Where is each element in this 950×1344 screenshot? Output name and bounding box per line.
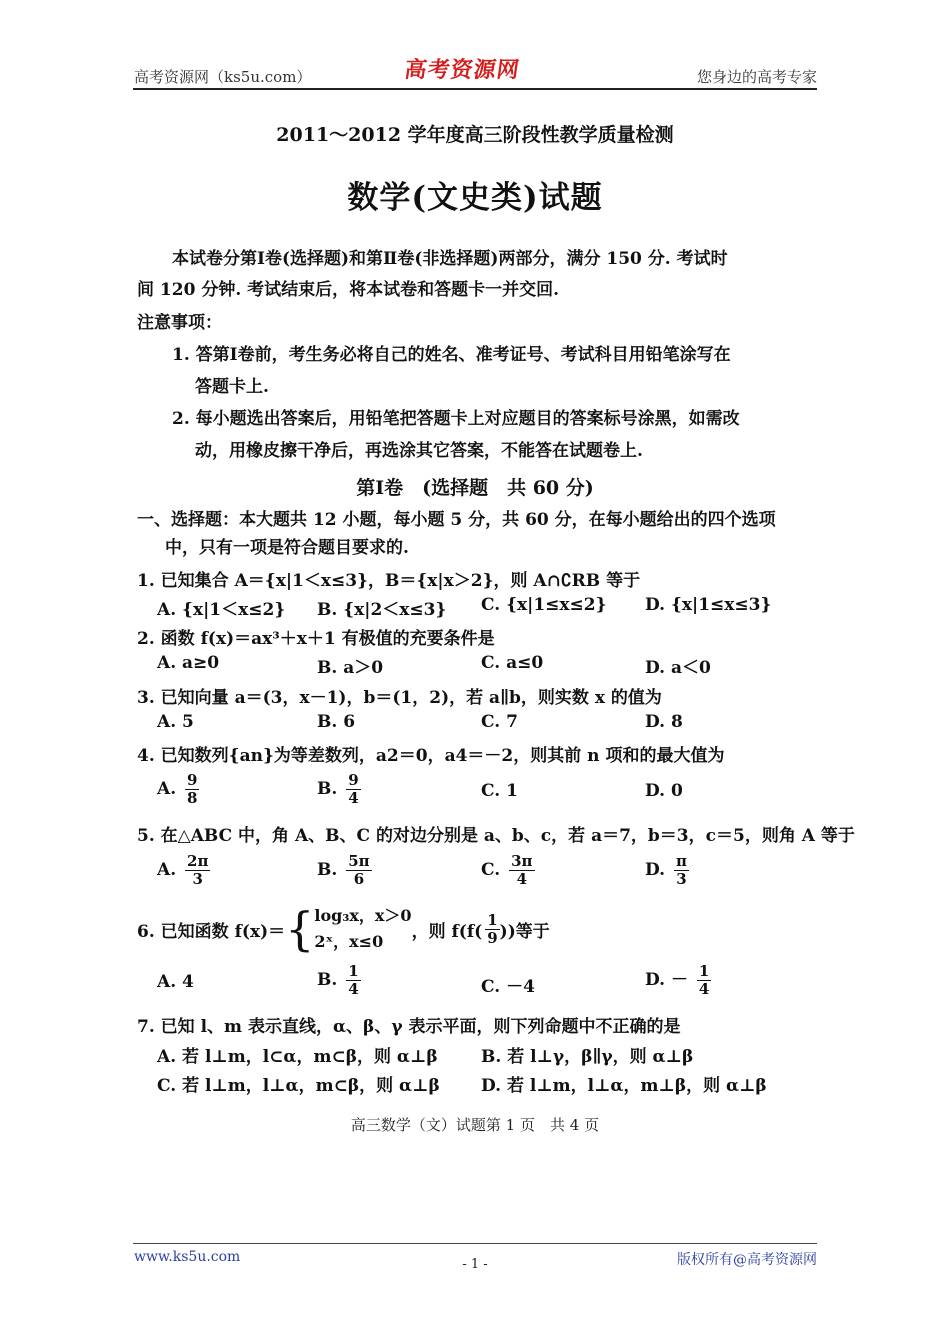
page-footer: 高三数学（文）试题第 1 页 共 4 页	[350, 1116, 600, 1134]
website-link[interactable]: www.ks5u.com	[134, 1249, 241, 1265]
q7-option-b: B. 若 l⊥γ，β∥γ，则 α⊥β	[481, 1047, 694, 1067]
note-2-cont: 动，用橡皮擦干净后，再选涂其它答案，不能答在试题卷上.	[195, 441, 643, 461]
denominator: 4	[348, 980, 359, 998]
question-6-stem	[137, 903, 550, 955]
q5-option-d	[645, 853, 689, 888]
denominator: 6	[353, 870, 365, 888]
numerator: 2π	[187, 852, 209, 870]
q6-option-b-label: B.	[317, 970, 338, 990]
q3-option-b: B. 6	[317, 712, 356, 732]
question-7-stem: 7. 已知 l、m 表示直线，α、β、γ 表示平面，则下列命题中不正确的是	[137, 1017, 681, 1037]
site-logo: 高考资源网	[402, 57, 522, 83]
numerator: 1	[698, 962, 710, 980]
q5-option-b	[317, 853, 372, 888]
q6-option-c: C. －4	[481, 977, 535, 997]
intro-line-2: 间 120 分钟. 考试结束后，将本试卷和答题卡一并交回.	[137, 280, 560, 300]
q5-option-d-fraction	[674, 853, 689, 888]
numerator: 3π	[511, 852, 533, 870]
q6-option-b-fraction	[346, 963, 360, 998]
q6-option-a: A. 4	[157, 972, 194, 992]
q4-option-a	[157, 772, 199, 807]
q6-case-2: 2ˣ，x≤0	[314, 932, 384, 951]
q1-option-a: A. {x|1＜x≤2}	[157, 600, 286, 620]
q4-option-d: D. 0	[645, 781, 683, 801]
q6-option-d-fraction	[697, 963, 711, 998]
question-3-stem: 3. 已知向量 a＝(3，x－1)，b＝(1，2)，若 a∥b，则实数 x 的值为	[137, 688, 662, 708]
numerator: 1	[487, 910, 498, 929]
page-number: - 1 -	[462, 1257, 488, 1272]
numerator: π	[675, 852, 687, 870]
question-1-stem: 1. 已知集合 A＝{x|1＜x≤3}，B＝{x|x＞2}，则 A∩∁RB 等于	[137, 571, 641, 591]
q6-stem-suffix: ))等于	[499, 921, 550, 942]
q5-option-b-label: B.	[317, 860, 338, 880]
question-2-stem: 2. 函数 f(x)＝ax³＋x＋1 有极值的充要条件是	[137, 629, 495, 649]
copyright-link[interactable]: 版权所有@高考资源网	[677, 1252, 817, 1268]
note-1-cont: 答题卡上.	[195, 377, 269, 397]
exam-subject-title: 数学(文史类)试题	[347, 180, 603, 216]
q2-option-d: D. a＜0	[645, 658, 711, 678]
q7-option-c: C. 若 l⊥m，l⊥α，m⊂β，则 α⊥β	[157, 1076, 440, 1096]
q1-option-b: B. {x|2＜x≤3}	[317, 600, 447, 620]
q4-option-b	[317, 772, 361, 807]
header-rule	[133, 88, 817, 90]
q5-option-b-fraction	[346, 853, 371, 888]
denominator: 4	[516, 870, 527, 888]
section-title: 第Ⅰ卷 (选择题 共 60 分)	[356, 477, 594, 499]
q4-option-c: C. 1	[481, 781, 518, 801]
numerator: 5π	[348, 852, 370, 870]
q4-option-b-fraction	[346, 772, 360, 807]
q1-option-d: D. {x|1≤x≤3}	[645, 595, 772, 615]
numerator: 1	[348, 962, 359, 980]
q6-piecewise-cases	[314, 903, 411, 955]
q5-option-a	[157, 853, 210, 888]
section-instructions-cont: 中，只有一项是符合题目要求的.	[165, 538, 409, 558]
denominator: 9	[487, 928, 498, 947]
q6-option-d-label: D. －	[645, 970, 688, 990]
q6-stem-prefix: 6. 已知函数 f(x)＝	[137, 921, 286, 942]
piecewise-brace-icon: {	[285, 902, 315, 956]
bottom-rule	[133, 1243, 817, 1244]
q4-option-b-label: B.	[317, 779, 338, 799]
q5-option-a-fraction	[185, 853, 210, 888]
q1-option-c: C. {x|1≤x≤2}	[481, 595, 607, 615]
q6-stem-fraction	[485, 912, 499, 947]
question-5-stem: 5. 在△ABC 中，角 A、B、C 的对边分别是 a、b、c，若 a＝7，b＝3，c＝5，则角 A 等于	[137, 826, 855, 846]
q5-option-c	[481, 853, 535, 888]
denominator: 3	[676, 870, 687, 888]
exam-title: 2011～2012 学年度高三阶段性教学质量检测	[276, 124, 674, 146]
denominator: 4	[348, 789, 359, 807]
q5-option-c-label: C.	[481, 860, 501, 880]
q5-option-a-label: A.	[157, 860, 177, 880]
q5-option-c-fraction	[509, 853, 534, 888]
section-instructions: 一、选择题：本大题共 12 小题，每小题 5 分，共 60 分，在每小题给出的四个选项	[137, 510, 776, 530]
q6-option-d	[645, 963, 711, 998]
numerator: 9	[348, 771, 359, 789]
q7-option-a: A. 若 l⊥m，l⊂α，m⊂β，则 α⊥β	[157, 1047, 438, 1067]
denominator: 8	[187, 789, 198, 807]
q2-option-c: C. a≤0	[481, 653, 544, 673]
q7-option-d: D. 若 l⊥m，l⊥α，m⊥β，则 α⊥β	[481, 1076, 767, 1096]
notes-title: 注意事项：	[137, 313, 222, 333]
numerator: 9	[187, 771, 198, 789]
note-1: 1. 答第Ⅰ卷前，考生务必将自己的姓名、准考证号、考试科目用铅笔涂写在	[172, 345, 731, 365]
denominator: 4	[698, 980, 710, 998]
question-4-stem: 4. 已知数列{an}为等差数列，a2＝0，a4＝－2，则其前 n 项和的最大值为	[137, 746, 725, 766]
q3-option-c: C. 7	[481, 712, 518, 732]
q6-option-b	[317, 963, 361, 998]
note-2: 2. 每小题选出答案后，用铅笔把答题卡上对应题目的答案标号涂黑，如需改	[172, 409, 740, 429]
header-right: 您身边的高考专家	[696, 68, 817, 86]
q3-option-d: D. 8	[645, 712, 683, 732]
q4-option-a-label: A.	[157, 779, 177, 799]
q3-option-a: A. 5	[157, 712, 194, 732]
q6-stem-middle: ，则 f(f(	[411, 921, 483, 942]
q2-option-a: A. a≥0	[157, 653, 220, 673]
intro-line-1: 本试卷分第Ⅰ卷(选择题)和第Ⅱ卷(非选择题)两部分，满分 150 分. 考试时	[172, 249, 728, 269]
q6-case-1: log₃x，x＞0	[314, 906, 412, 925]
header-left: 高考资源网（ks5u.com）	[134, 68, 312, 86]
q4-option-a-fraction	[185, 772, 199, 807]
q2-option-b: B. a＞0	[317, 658, 384, 678]
denominator: 3	[192, 870, 203, 888]
q5-option-d-label: D.	[645, 860, 666, 880]
